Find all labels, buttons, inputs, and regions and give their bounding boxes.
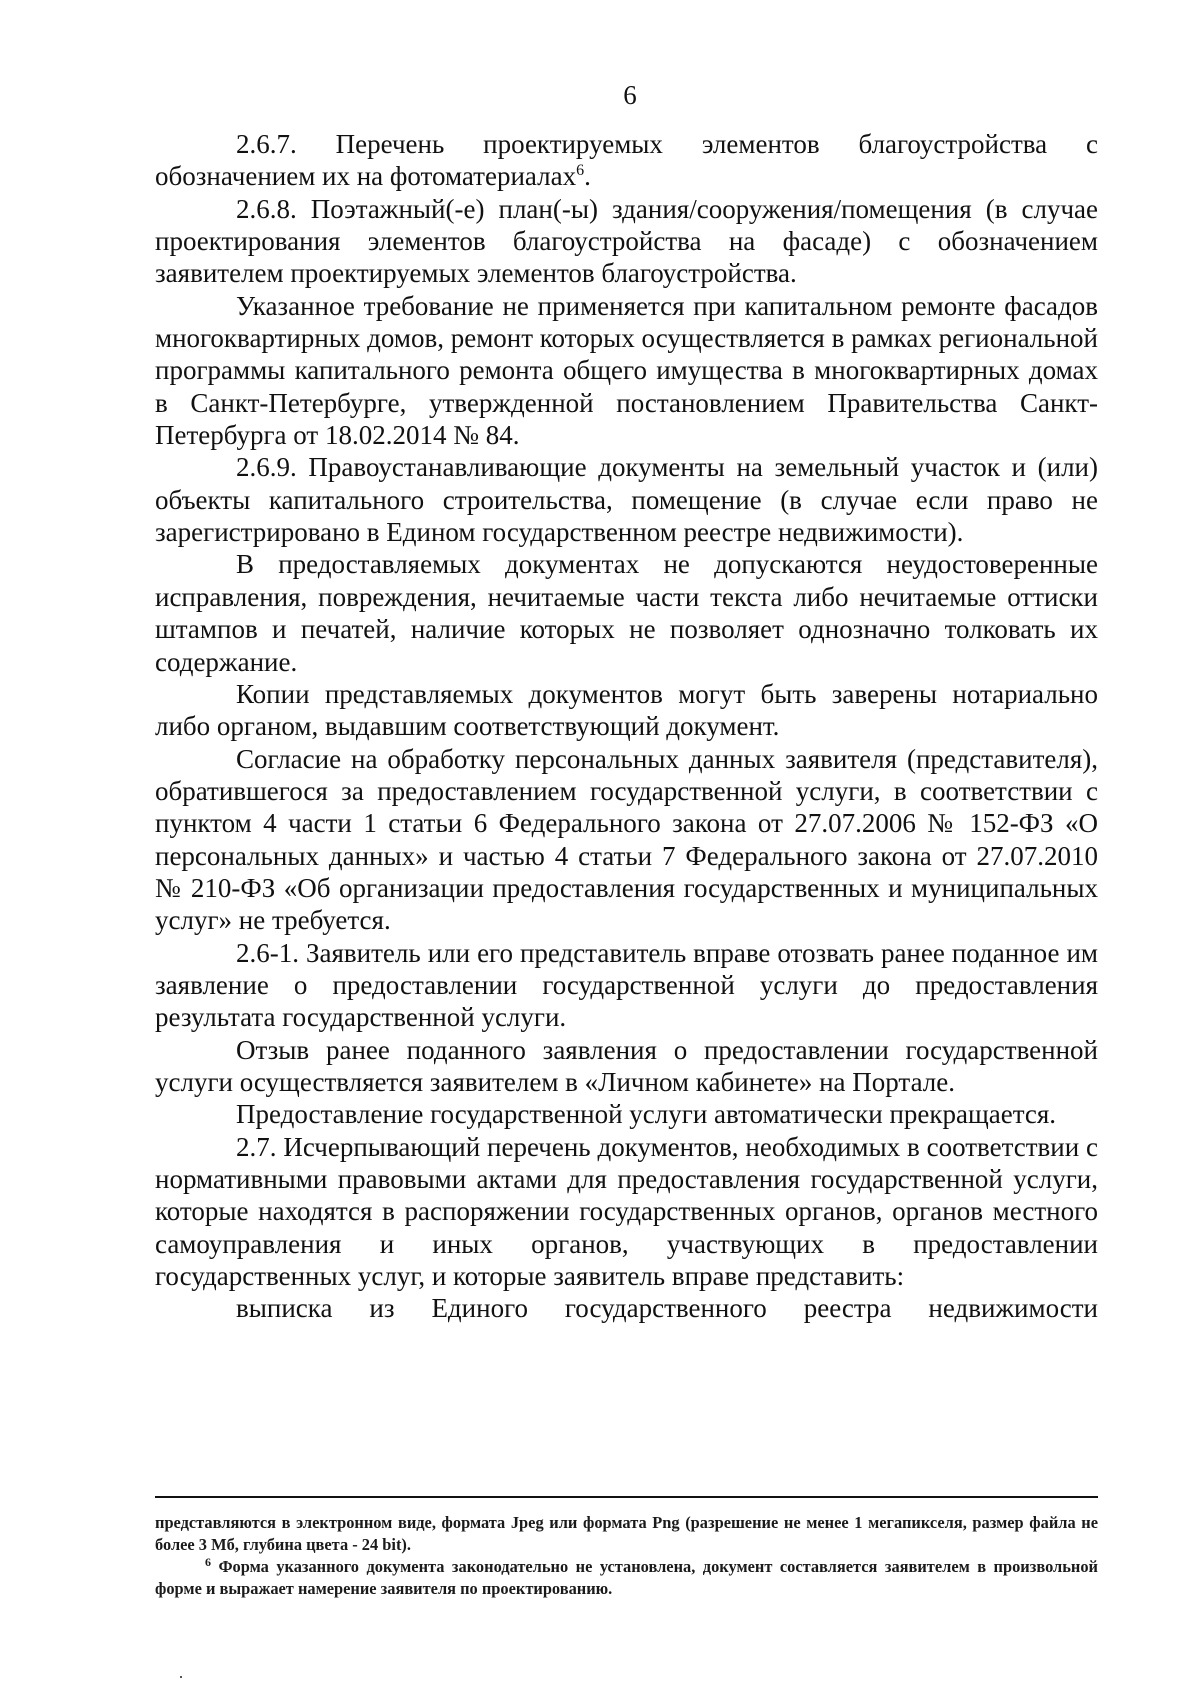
paragraph-2-6-1: 2.6-1. Заявитель или его представитель вправе отозвать ранее поданное им заявление о предоставлении государственной услуги до предоставления результата государственной услуги. — [155, 937, 1098, 1033]
body-text — [155, 128, 1098, 1325]
paragraph-text: 2.6.7. Перечень проектируемых элементов благоустройства с обозначением их на фотоматериалах — [155, 129, 1098, 192]
paragraph-egrn-extract: выписка из Единого государственного реестра недвижимости — [236, 1293, 1098, 1324]
paragraph-tail: . — [584, 161, 591, 192]
paragraph-2-6-9: 2.6.9. Правоустанавливающие документы на земельный участок и (или) объекты капитального строительства, помещение (в случае если право не зарегистрировано в Едином государственном реестре недвижимости). — [155, 452, 1098, 548]
paragraph-withdrawal: Отзыв ранее поданного заявления о предоставлении государственной услуги осуществляется заявителем в «Личном кабинете» на Портале. — [155, 1034, 1098, 1097]
footnote-ref-6: 6 — [576, 162, 585, 180]
footnote-6 — [155, 1556, 1098, 1600]
footnote-text: Форма указанного документа законодательно не установлена, документ составляется заявителем в произвольной форме и выражает намерение заявителя по проектированию. — [155, 1557, 1098, 1598]
paragraph-personal-data-consent: Согласие на обработку персональных данных заявителя (представителя), обратившегося за предоставлением государственной услуги, в соответствии с пунктом 4 части 1 статьи 6 Федерального закона от 27.07.2006 № 152-ФЗ «О персональных данных» и частью 4 статьи 7 Федерального закона от 27.07.2010 № 210-ФЗ «Об организации предоставления государственных и муниципальных услуг» не требуется. — [155, 743, 1098, 936]
paragraph-document-corrections: В предоставляемых документах не допускаются неудостоверенные исправления, повреждения, нечитаемые части текста либо нечитаемые оттиски штампов и печатей, наличие которых не позволяет однозначно толковать их содержание. — [155, 549, 1098, 677]
footnote-marker: 6 — [205, 1555, 211, 1569]
page-number: 6 — [623, 80, 637, 110]
paragraph-termination: Предоставление государственной услуги автоматически прекращается. — [236, 1099, 1057, 1130]
footnote-separator — [155, 1496, 1098, 1498]
paragraph-2-6-8: 2.6.8. Поэтажный(-е) план(-ы) здания/сооружения/помещения (в случае проектирования элементов благоустройства на фасаде) с обозначением заявителем проектируемых элементов благоустройства. — [155, 193, 1098, 289]
paragraph-copies-certification: Копии представляемых документов могут быть заверены нотариально либо органом, выдавшим соответствующий документ. — [155, 678, 1098, 742]
footnotes — [155, 1512, 1098, 1600]
paragraph-2-6-7 — [155, 128, 1098, 193]
paragraph-2-7: 2.7. Исчерпывающий перечень документов, необходимых в соответствии с нормативными правовыми актами для предоставления государственной услуги, которые находятся в распоряжении государственных органов, органов местного самоуправления и иных органов, участвующих в предоставлении государственных услуг, и которые заявитель вправе представить: — [155, 1131, 1098, 1292]
footnote-continuation: представляются в электронном виде, формата Jpeg или формата Png (разрешение не менее 1 мегапикселя, размер файла не более 3 Мб, глубина цвета - 24 bit). — [155, 1513, 1098, 1554]
scan-speck — [180, 1676, 182, 1678]
paragraph-capital-repair-note: Указанное требование не применяется при капитальном ремонте фасадов многоквартирных домов, ремонт которых осуществляется в рамках региональной программы капитального ремонта общего имущества в многоквартирных домах в Санкт-Петербурге, утвержденной постановлением Правительства Санкт-Петербурга от 18.02.2014 № 84. — [155, 290, 1098, 451]
